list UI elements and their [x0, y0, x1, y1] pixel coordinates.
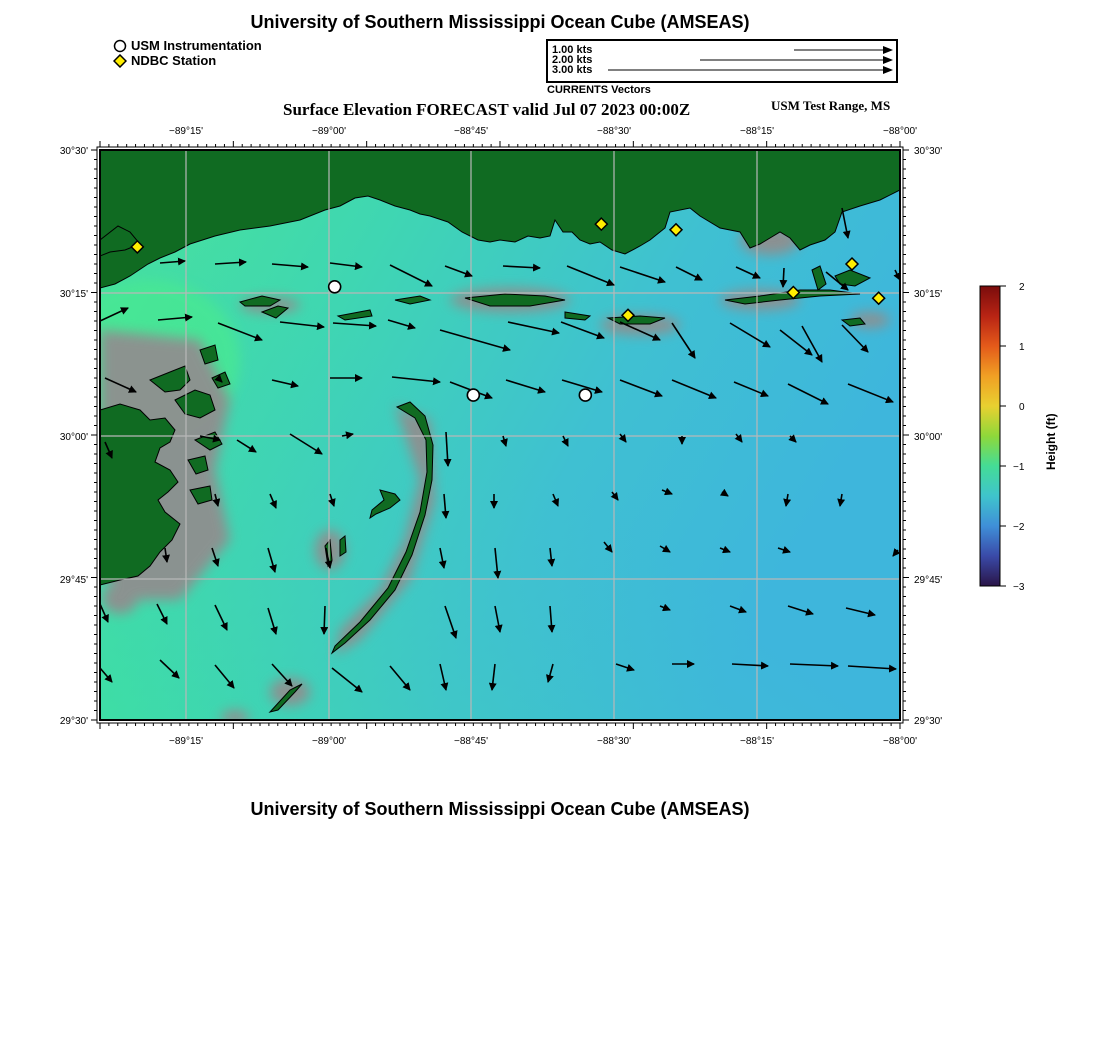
colorbar [980, 286, 1000, 586]
svg-text:0: 0 [1019, 402, 1025, 413]
svg-text:−2: −2 [1013, 522, 1025, 533]
svg-text:2: 2 [1019, 282, 1025, 293]
usm-station-marker [467, 389, 479, 401]
lat-tick-left: 30°15' [59, 289, 88, 300]
svg-text:1: 1 [1019, 342, 1025, 353]
scale-3kt-label: 3.00 kts [552, 64, 593, 76]
scale-2kt-label: 2.00 kts [552, 54, 593, 66]
lon-tick-top: −88°15' [740, 126, 774, 137]
region-label: USM Test Range, MS [771, 98, 891, 113]
lat-tick-left: 29°45' [59, 575, 88, 586]
legend-ndbc-label: NDBC Station [131, 53, 217, 68]
lat-tick-left: 29°30' [59, 716, 88, 727]
legend-usm-label: USM Instrumentation [131, 38, 262, 53]
currents-vectors-label: CURRENTS Vectors [547, 84, 651, 96]
lat-tick-right: 30°15' [914, 289, 943, 300]
lon-tick-bottom: −88°30' [597, 736, 631, 747]
bottom-title: University of Southern Mississippi Ocean Cube (AMSEAS) [250, 799, 750, 819]
lat-tick-right: 29°45' [914, 575, 943, 586]
svg-text:−3: −3 [1013, 582, 1025, 593]
usm-station-marker [579, 389, 591, 401]
lon-tick-bottom: −89°00' [312, 736, 346, 747]
lon-tick-bottom: −88°15' [740, 736, 774, 747]
lon-tick-bottom: −89°15' [169, 736, 203, 747]
scale-1kt-label: 1.00 kts [552, 44, 593, 56]
usm-station-marker [329, 281, 341, 293]
colorbar-title: Height (ft) [1044, 413, 1058, 470]
lat-tick-left: 30°00' [59, 432, 88, 443]
lat-tick-right: 29°30' [914, 716, 943, 727]
lon-tick-top: −89°15' [169, 126, 203, 137]
lon-tick-bottom: −88°45' [454, 736, 488, 747]
lon-tick-top: −88°00' [883, 126, 917, 137]
lat-tick-right: 30°00' [914, 432, 943, 443]
svg-text:−1: −1 [1013, 462, 1025, 473]
lat-tick-left: 30°30' [59, 146, 88, 157]
lat-tick-right: 30°30' [914, 146, 943, 157]
lon-tick-top: −88°45' [454, 126, 488, 137]
map-title: University of Southern Mississippi Ocean Cube (AMSEAS) [250, 12, 750, 32]
lon-tick-top: −88°30' [597, 126, 631, 137]
colorbar-labels [1013, 282, 1025, 593]
lon-tick-top: −89°00' [312, 126, 346, 137]
colorbar-ticks [1000, 286, 1006, 586]
lon-tick-bottom: −88°00' [883, 736, 917, 747]
forecast-subtitle: Surface Elevation FORECAST valid Jul 07 2023 00:00Z [283, 100, 691, 119]
